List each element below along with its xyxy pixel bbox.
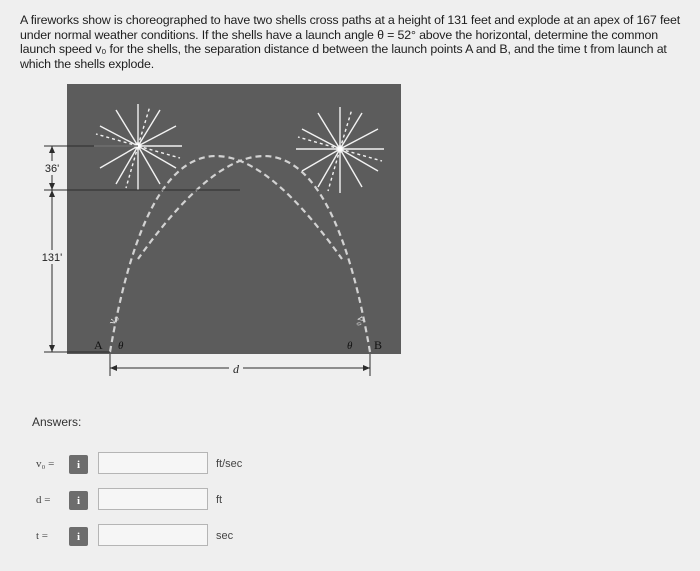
info-icon[interactable]: i — [69, 455, 88, 474]
v0-answer-input[interactable] — [98, 452, 208, 474]
d-answer-input[interactable] — [98, 488, 208, 510]
sky-panel — [67, 84, 401, 354]
arrow-up-icon — [49, 190, 55, 197]
arrow-down-icon — [49, 345, 55, 352]
v0-unit-label: ft/sec — [216, 458, 243, 470]
info-icon[interactable]: i — [69, 491, 88, 510]
d-unit-label: ft — [216, 494, 223, 506]
d-symbol: d = — [36, 494, 51, 506]
v0-symbol: v₀ = — [36, 458, 55, 470]
point-b-label: B — [374, 338, 383, 352]
v0-left-label: v₀ — [106, 313, 121, 326]
info-icon[interactable]: i — [69, 527, 88, 546]
answer-row-d — [36, 488, 336, 514]
separation-d-label: d — [233, 362, 239, 376]
problem-statement: A fireworks show is choreographed to have two shells cross paths at a height of 131 feet and explode at an apex of 167 feet under normal weather conditions. If the shells have a launch angle θ = 52° above the horizontal, determine the common launch speed v₀ for the shells, the separation distance d between the launch points A and B, and the time t from launch at which the shells explode. — [20, 13, 681, 71]
v0-right-label: v₀ — [354, 314, 369, 327]
answer-row-t — [36, 524, 336, 550]
t-unit-label: sec — [216, 530, 234, 542]
t-symbol: t = — [36, 530, 49, 542]
t-answer-input[interactable] — [98, 524, 208, 546]
dimension-36ft-label: 36' — [44, 163, 60, 175]
point-a-label: A — [94, 338, 103, 352]
theta-right-label: θ — [347, 340, 353, 352]
arrow-left-icon — [110, 365, 117, 371]
answers-heading: Answers: — [32, 415, 82, 429]
answer-row-v0 — [36, 452, 336, 478]
arrow-down-icon — [49, 183, 55, 190]
arrow-up-icon — [49, 146, 55, 153]
arrow-right-icon — [363, 365, 370, 371]
theta-left-label: θ — [118, 340, 124, 352]
fireworks-figure — [30, 84, 410, 389]
dimension-131ft-label: 131' — [41, 252, 63, 264]
